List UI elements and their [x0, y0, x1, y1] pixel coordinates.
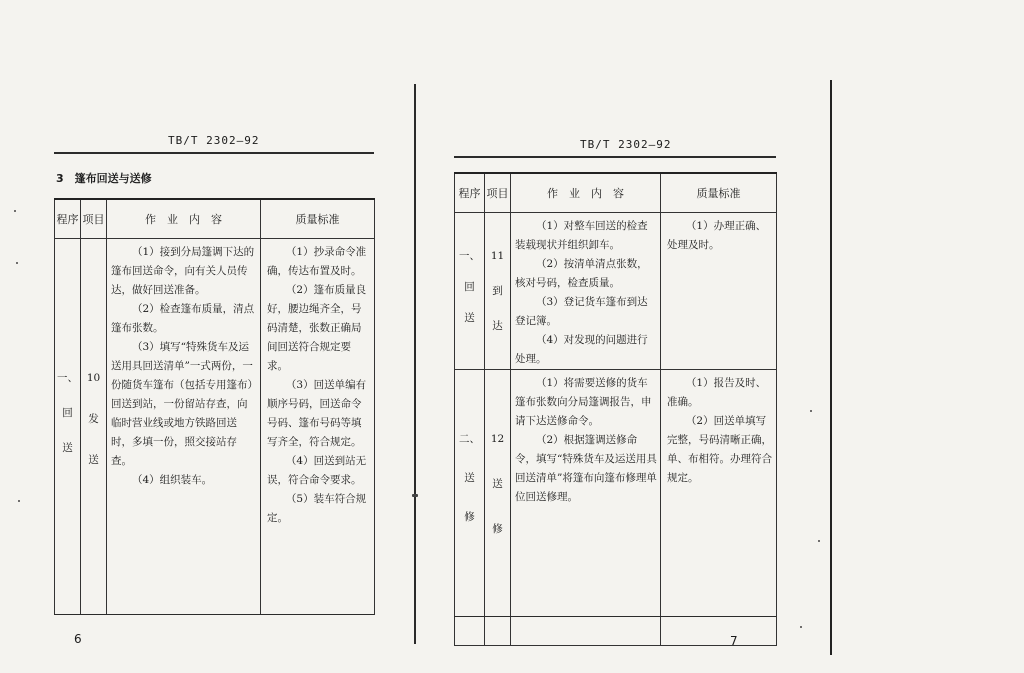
item-cell — [81, 239, 107, 615]
program-char: 送 — [464, 472, 475, 484]
item-number: 11 — [490, 250, 505, 262]
procedure-table — [54, 198, 375, 615]
scan-speck — [18, 500, 20, 502]
scan-speck — [14, 210, 16, 212]
standard-paragraph: （2）回送单填写完整，号码清晰正确，单、布相符。办理符合规定。 — [667, 415, 772, 484]
work-content-cell — [511, 213, 661, 370]
work-paragraph: （1）对整车回送的检查装载现状并组织卸车。 — [515, 220, 648, 251]
work-paragraph: （3）登记货车篷布到达登记簿。 — [515, 296, 648, 327]
header-rule — [54, 152, 374, 154]
item-char: 达 — [492, 320, 503, 332]
program-char: 回 — [62, 407, 73, 419]
scan-speck — [818, 540, 820, 542]
scan-speck — [810, 410, 812, 412]
procedure-table — [454, 172, 777, 646]
program-cell — [455, 213, 485, 370]
quality-standard-cell — [261, 239, 375, 615]
standard-paragraph: （1）办理正确、处理及时。 — [667, 220, 767, 251]
item-char: 发 — [88, 413, 99, 425]
page-edge-line — [830, 80, 832, 655]
scan-speck — [16, 262, 18, 264]
page-number: 7 — [730, 634, 738, 648]
header-rule — [454, 156, 776, 158]
standard-paragraph: （1）报告及时、准确。 — [667, 377, 767, 408]
header-program: 程序 — [55, 199, 81, 239]
work-paragraph: （4）对发现的问题进行处理。 — [515, 334, 648, 365]
header-quality-standard: 质量标准 — [661, 173, 777, 213]
standard-paragraph: （5）装车符合规定。 — [267, 493, 367, 524]
work-paragraph: （1）将需要送修的货车篷布张数向分局篷调报告，申请下达送修命令。 — [515, 377, 652, 427]
item-cell — [485, 370, 511, 646]
item-char: 送 — [492, 478, 503, 490]
standard-paragraph: （2）篷布质量良好，腰边绳齐全，号码清楚，张数正确局间回送符合规定要求。 — [267, 284, 367, 372]
scan-speck — [800, 626, 802, 628]
item-number: 10 — [86, 372, 101, 384]
program-cell — [455, 370, 485, 646]
work-paragraph: （3）填写“特殊货车及运送用具回送清单”一式两份，一份随货车篷布（包括专用篷布）回送到站，一份留站存查，向临时营业线或地方铁路回送时，多填一份，照交接站存查。 — [111, 341, 253, 467]
quality-standard-cell — [661, 370, 777, 646]
work-paragraph: （1）接到分局篷调下达的篷布回送命令，向有关人员传达，做好回送准备。 — [111, 246, 255, 296]
footer-rule — [54, 614, 374, 615]
program-char: 修 — [464, 511, 475, 523]
work-content-cell — [511, 370, 661, 646]
right-page — [448, 128, 788, 658]
header-work-content: 作 业 内 容 — [511, 173, 661, 213]
work-paragraph: （2）根据篷调送修命令，填写“特殊货车及运送用具回送清单”将篷布向篷布修理单位回送修理。 — [515, 434, 657, 503]
item-char: 送 — [88, 454, 99, 466]
program-char: 一、 — [57, 372, 78, 384]
header-program: 程序 — [455, 173, 485, 213]
item-number: 12 — [490, 433, 505, 445]
item-char: 到 — [492, 285, 503, 297]
header-work-content: 作 业 内 容 — [107, 199, 261, 239]
item-char: 修 — [492, 523, 503, 535]
page-header: TB/T 2302—92 — [168, 134, 260, 147]
program-char: 二、 — [459, 433, 480, 445]
left-page — [48, 120, 378, 660]
work-paragraph: （2）按清单清点张数，核对号码，检查质量。 — [515, 258, 648, 289]
page-number: 6 — [74, 632, 82, 646]
scan-speck — [412, 494, 418, 497]
standard-paragraph: （1）抄录命令准确，传达布置及时。 — [267, 246, 367, 277]
quality-standard-cell — [661, 213, 777, 370]
item-cell — [485, 213, 511, 370]
work-paragraph: （2）检查篷布质量，清点篷布张数。 — [111, 303, 255, 334]
program-char: 一、 — [459, 250, 480, 262]
header-item: 项目 — [81, 199, 107, 239]
work-content-cell — [107, 239, 261, 615]
work-paragraph: （4）组织装车。 — [132, 474, 213, 486]
header-quality-standard: 质量标准 — [261, 199, 375, 239]
section-title: 3 篷布回送与送修 — [56, 172, 152, 185]
footer-rule — [454, 616, 776, 617]
program-char: 回 — [464, 281, 475, 293]
program-cell — [55, 239, 81, 615]
header-item: 项目 — [485, 173, 511, 213]
program-char: 送 — [464, 312, 475, 324]
binding-gutter-line — [414, 84, 416, 644]
standard-paragraph: （4）回送到站无误，符合命令要求。 — [267, 455, 367, 486]
page-header: TB/T 2302—92 — [580, 138, 672, 151]
standard-paragraph: （3）回送单编有顺序号码，回送命令号码、篷布号码等填写齐全，符合规定。 — [267, 379, 367, 448]
program-char: 送 — [62, 442, 73, 454]
